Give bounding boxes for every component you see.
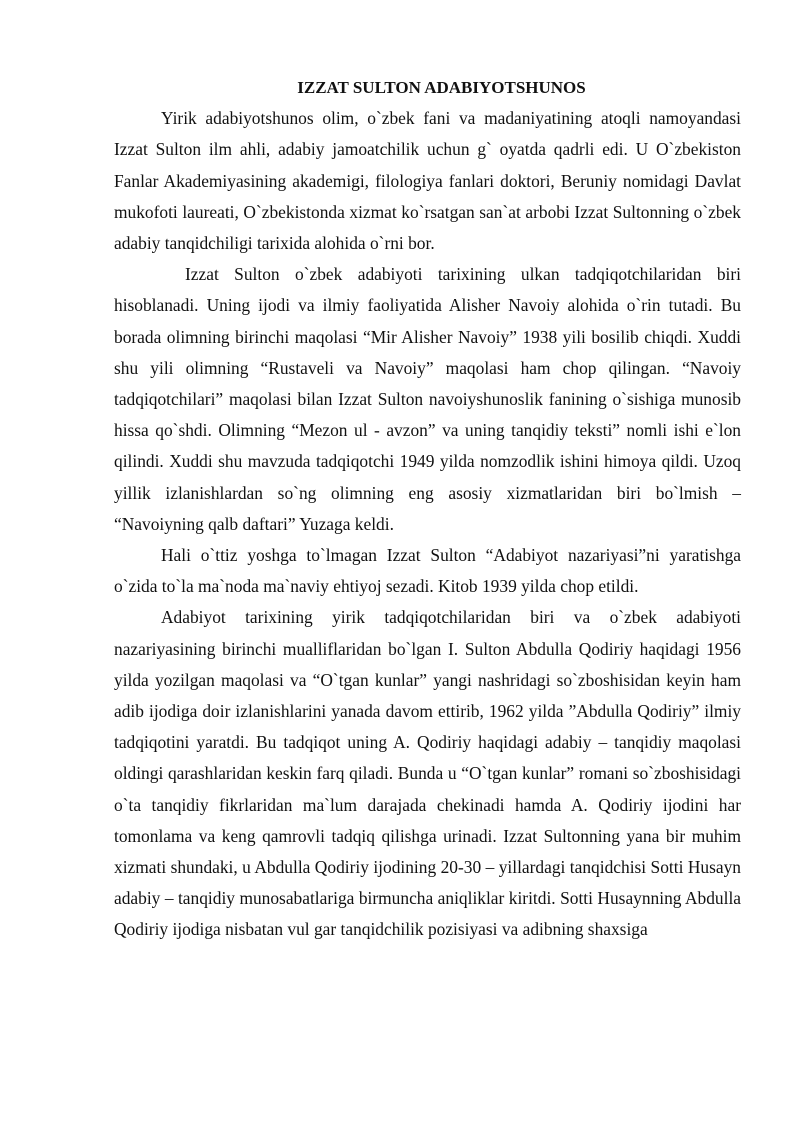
paragraph-4: Adabiyot tarixining yirik tadqiqotchilaridan biri va o`zbek adabiyoti nazariyasining birinchi mualliflaridan bo`lgan I. Sulton Abdulla Qodiriy haqidagi 1956 yilda yozilgan maqolasi va “O`tgan kunlar” yangi nashridagi so`zboshisidan keyin ham adib ijodiga doir izlanishlarini yanada davom ettirib, 1962 yilda ”Abdulla Qodiriy” ilmiy tadqiqotini yaratdi. Bu tadqiqot uning A. Qodiriy haqidagi adabiy – tanqidiy maqolasi oldingi qarashlaridan keskin farq qiladi. Bunda u “O`tgan kunlar” romani so`zboshisidagi o`ta tanqidiy fikrlaridan ma`lum darajada chekinadi hamda A. Qodiriy ijodini har tomonlama va keng qamrovli tadqiq qilishga urinadi. Izzat Sultonning yana bir muhim xizmati shundaki, u Abdulla Qodiriy ijodining 20-30 – yillardagi tanqidchisi Sotti Husayn adabiy – tanqidiy munosabatlariga birmuncha aniqliklar kiritdi. Sotti Husaynning Abdulla Qodiriy ijodiga nisbatan vul gar tanqidchilik pozisiyasi va adibning shaxsiga <box>114 607 741 940</box>
paragraph-1: Yirik adabiyotshunos olim, o`zbek fani va madaniyatining atoqli namoyandasi Izzat Sulton ilm ahli, adabiy jamoatchilik uchun g` oyatda qadrli edi. U O`zbekiston Fanlar Akademiyasining akademigi, filologiya fanlari doktori, Beruniy nomidagi Davlat mukofoti laureati, O`zbekistonda xizmat ko`rsatgan san`at arbobi Izzat Sultonning o`zbek adabiy tanqidchiligi tarixida alohida o`rni bor. <box>114 108 741 253</box>
document-page <box>114 72 741 946</box>
paragraph-2: Izzat Sulton o`zbek adabiyoti tarixining ulkan tadqiqotchilaridan biri hisoblanadi. Uning ijodi va ilmiy faoliyatida Alisher Navoiy alohida o`rin tutadi. Bu borada olimning birinchi maqolasi “Mir Alisher Navoiy” 1938 yili bosilib chiqdi. Xuddi shu yili olimning “Rustaveli va Navoiy” maqolasi ham chop qilingan. “Navoiy tadqiqotchilari” maqolasi bilan Izzat Sulton navoiyshunoslik fanining o`sishiga munosib hissa qo`shdi. Olimning “Mezon ul - avzon” va uning tanqidiy teksti” nomli ishi e`lon qilindi. Xuddi shu mavzuda tadqiqotchi 1949 yilda nomzodlik ishini himoya qildi. Uzoq yillik izlanishlardan so`ng olimning eng asosiy xizmatlaridan biri bo`lmish – “Navoiyning qalb daftari” Yuzaga keldi. <box>114 264 741 534</box>
document-title: IZZAT SULTON ADABIYOTSHUNOS <box>297 78 586 97</box>
paragraph-3: Hali o`ttiz yoshga to`lmagan Izzat Sulton “Adabiyot nazariyasi”ni yaratishga o`zida to`la ma`noda ma`naviy ehtiyoj sezadi. Kitob 1939 yilda chop etildi. <box>114 545 741 597</box>
